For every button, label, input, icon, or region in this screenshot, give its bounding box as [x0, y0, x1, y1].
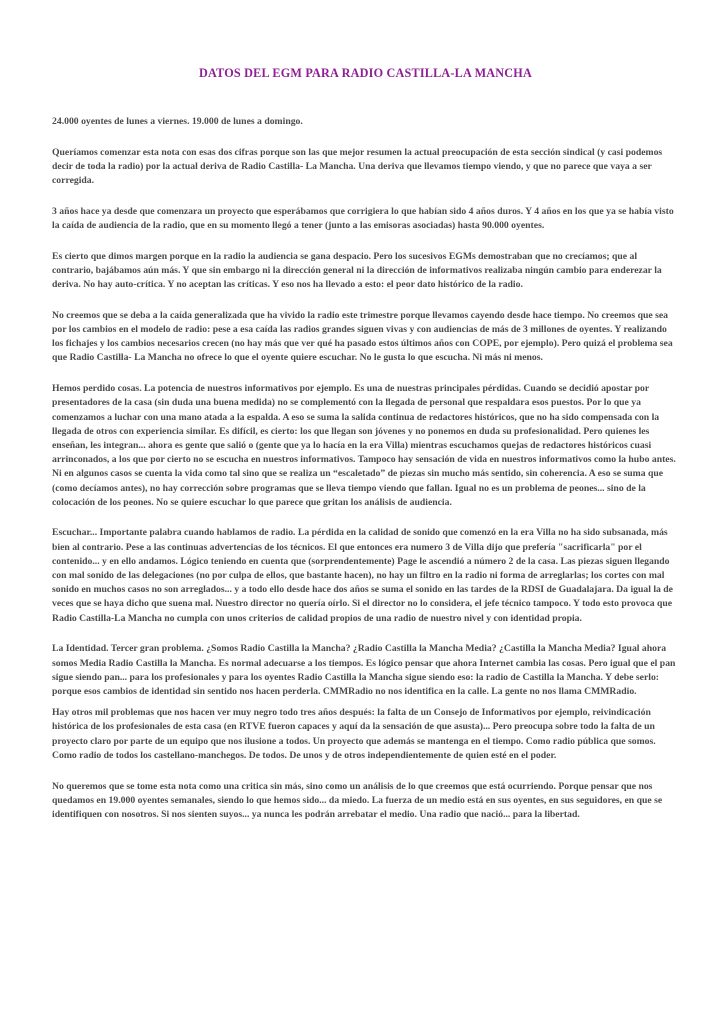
paragraph-identity: La Identidad. Tercer gran problema. ¿Somos Radio Castilla la Mancha? ¿Radio Castilla la Mancha Media? ¿Castilla la Mancha Media? Igual ahora somos Media Radio Castilla la Mancha. Es normal adecuarse a los tiempos. Es lógico pensar que ahora Internet cambia las cosas. Pero igual que el pan sigue siendo pan... para los profesionales y para los oyentes Radio Castilla la Mancha sigue siendo eso: la radio de Castilla la Mancha. Y debe serlo: porque esos cambios de identidad sin sentido nos hacen perderla. CMMRadio no nos identifica en la calle. La gente no nos llama CMMRadio. — [52, 643, 676, 697]
paragraph-egm-decline: Es cierto que dimos margen porque en la radio la audiencia se gana despacio. Pero los sucesivos EGMs demostraban que no crecíamos; que al contrario, bajábamos aún más. Y que sin embargo ni la dirección general ni la dirección de informativos realizaba ningún cambio para enderezar la deriva. No hay auto-crítica. Y no aceptan las críticas. Y eso nos ha llevado a esto: el peor dato histórico de la radio. — [52, 250, 662, 291]
paragraph-sound-quality: Escuchar... Importante palabra cuando hablamos de radio. La pérdida en la calidad de sonido que comenzó en la era Villa no ha sido subsanada, más bien al contrario. Pese a las continuas advertencias de los técnicos. El que entonces era numero 3 de Villa dijo que prefería "sacrificarla" por el contenido... y en ello andamos. Lógico teniendo en cuenta que (sorprendentemente) Page le ascendió a número 2 de la casa. Las piezas siguen llegando con mal sonido de las delegaciones (no por culpa de ellos, que bastante hacen), no hay un filtro en la radio ni forma de arreglarlas; los cortes con mal sonido en muchos casos no son arreglados... y a todo ello desde hace dos años se suma el sonido en las tardes de la RDSI de Guadalajara. Da igual la de veces que se haya dicho que suena mal. Nuestro director no quería oírlo. Si el director no lo considera, el jefe técnico tampoco. Y todo esto provoca que Radio Castilla-La Mancha no cumpla con unos criterios de calidad propios de una radio de nuestro nivel y con identidad propia. — [52, 527, 673, 624]
paragraph-newscasts: Hemos perdido cosas. La potencia de nuestros informativos por ejemplo. Es una de nuestras principales pérdidas. Cuando se decidió apostar por presentadores de la casa (sin duda una buena medida) no se complementó con la llegada de personal que respaldara esos puestos. Por lo que ya comenzamos a luchar con una mano atada a la espalda. A eso se suma la salida continua de redactores históricos, que no ha sido compensada con la llegada de otros con experiencia similar. Es difícil, es cierto: los que llegan son jóvenes y no ponemos en duda su profesionalidad. Pero quienes les enseñan, les integran... ahora es gente que salió o (gente que ya lo hacía en la era Villa) mientras escuchamos quejas de redactores históricos cuasi arrinconados, a los que por cierto no se escucha en nuestros informativos. Tampoco hay sensación de vida en nuestros informativos como la hubo antes. Ni en algunos casos se cuenta la vida como tal sino que se realiza un “escaletado” de piezas sin mucho más sentido, sin coherencia. A eso se suma que (como decíamos antes), no hay corrección sobre programas que se lleva tiempo viendo que fallan. Igual no es un problema de peones... sino de la colocación de los peones. No se quiere escuchar lo que parece que gritan los análisis de audiencia. — [52, 383, 676, 508]
paragraph-audience-figures: 24.000 oyentes de lunes a viernes. 19.000 de lunes a domingo. — [52, 116, 303, 127]
paragraph-radio-model: No creemos que se deba a la caída generalizada que ha vivido la radio este trimestre porque llevamos cayendo desde hace tiempo. No creemos que sea por los cambios en el modelo de radio: pese a esa caída las radios grandes siguen vivas y con audiencias de más de 3 millones de oyentes. Y realizando los fichajes y los cambios necesarios crecen (no hay más que ver qué ha pasado estos últimos años con COPE, por ejemplo). Pero quizá el problema sea que Radio Castilla- La Mancha no ofrece lo que el oyente quiere escuchar. No le gusta lo que escucha. Ni más ni menos. — [52, 309, 673, 364]
paragraph-introduction: Queríamos comenzar esta nota con esas dos cifras porque son las que mejor resumen la actual preocupación de esta sección sindical (y casi podemos decir de toda la radio) por la actual deriva de Radio Castilla- La Mancha. Una deriva que llevamos tiempo viendo, y que no parece que vaya a ser corregida. — [52, 146, 663, 187]
paragraph-other-problems: Hay otros mil problemas que nos hacen ver muy negro todo tres años después: la falta de un Consejo de Informativos por ejemplo, reivindicación histórica de los profesionales de esta casa (en RTVE fueron capaces y aquí da la sensación de que asusta)... Pero preocupa sobre todo la falta de un proyecto claro por parte de un equipo que nos ilusione a todos. Un proyecto que además se mantenga en el tiempo. Como radio pública que somos. Como radio de todos los castellano-manchegos. De todos. De unos y de otros independientemente de quien esté en el poder. — [52, 707, 656, 761]
paragraph-conclusion: No queremos que se tome esta nota como una critica sin más, sino como un análisis de lo que creemos que está ocurriendo. Porque pensar que nos quedamos en 19.000 oyentes semanales, siendo lo que hemos sido... da miedo. La fuerza de un medio está en sus oyentes, en sus seguidores, en que se identifiquen con nosotros. Si nos sienten suyos... ya nunca les podrán arrebatar el medio. Una radio que nació... para la libertad. — [52, 780, 663, 820]
paragraph-three-years: 3 años hace ya desde que comenzara un proyecto que esperábamos que corrigiera lo que habían sido 4 años duros. Y 4 años en los que ya se había visto la caída de audiencia de la radio, que en su momento llegó a tener (junto a las emisoras asociadas) hasta 90.000 oyentes. — [52, 205, 674, 232]
page-title: DATOS DEL EGM PARA RADIO CASTILLA-LA MANCHA — [199, 66, 532, 80]
